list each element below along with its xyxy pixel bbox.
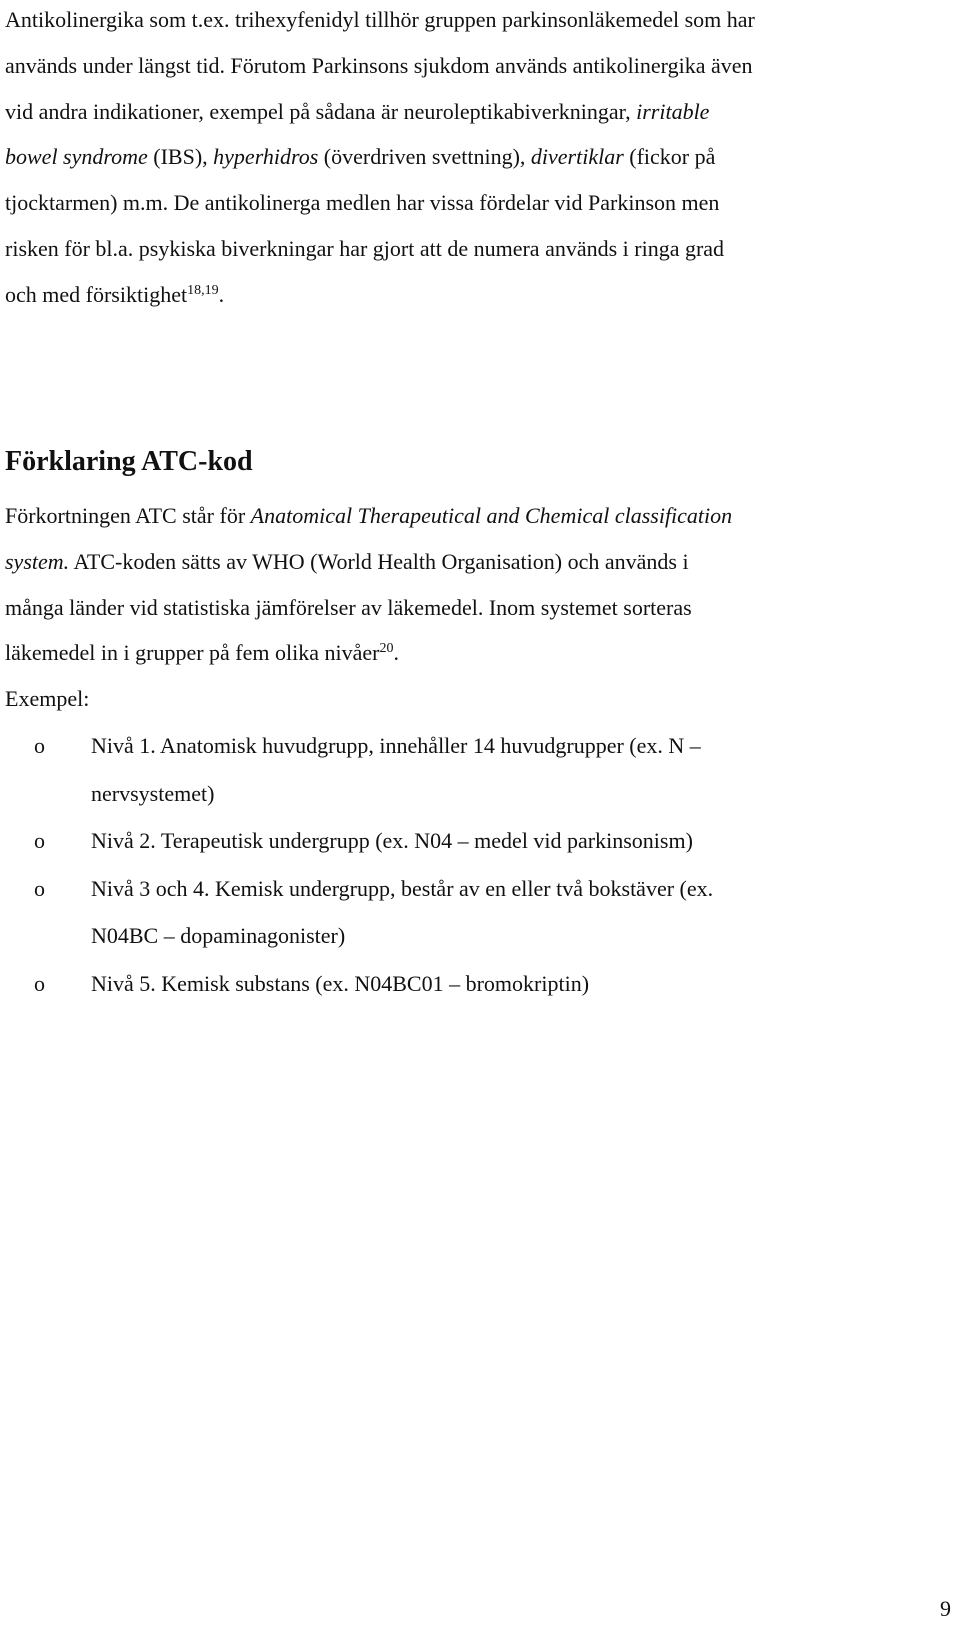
text-span: Förkortningen ATC står för xyxy=(5,503,251,528)
section-heading: Förklaring ATC-kod xyxy=(5,446,253,477)
paragraph-atc xyxy=(5,493,955,722)
page-number: 9 xyxy=(940,1596,951,1621)
bullet-marker: o xyxy=(34,828,45,853)
text-span: (överdriven svettning), xyxy=(318,144,531,170)
text-line: Antikolinergika som t.ex. trihexyfenidyl tillhör gruppen parkinsonläkemedel som har xyxy=(5,7,755,32)
text-line xyxy=(5,89,955,135)
text-span: läkemedel in i grupper på fem olika nivåer xyxy=(5,640,380,666)
text-line: många länder vid statistiska jämförelser av läkemedel. Inom systemet sorteras xyxy=(5,594,692,620)
text-line xyxy=(5,272,955,318)
text-line: används under längst tid. Förutom Parkinsons sjukdom används antikolinergika även xyxy=(5,52,753,78)
italic-term: bowel syndrome xyxy=(5,144,148,170)
list-item xyxy=(0,865,960,960)
reference-superscript: 18,19 xyxy=(187,282,219,298)
bullet-marker: o xyxy=(34,733,45,758)
italic-term: system. xyxy=(5,548,70,574)
text-span: vid andra indikationer, exempel på sådana är neuroleptikabiverkningar, xyxy=(5,98,637,124)
reference-superscript: 20 xyxy=(379,641,394,657)
italic-term: irritable xyxy=(636,98,710,124)
text-span: (IBS), xyxy=(147,144,214,170)
atc-level-list xyxy=(0,722,960,1007)
text-line: Exempel: xyxy=(5,686,90,712)
bullet-marker: o xyxy=(34,875,45,901)
text-line: N04BC – dopaminagonister) xyxy=(91,923,346,948)
text-line: tjocktarmen) m.m. De antikolinerga medlen har vissa fördelar vid Parkinson men xyxy=(5,190,720,216)
text-line: Nivå 1. Anatomisk huvudgrupp, innehåller 14 huvudgrupper (ex. N – xyxy=(91,733,701,758)
paragraph-antikolinergika xyxy=(5,0,955,318)
text-span: (fickor på xyxy=(623,144,716,170)
text-line xyxy=(5,493,955,539)
text-line: nervsystemet) xyxy=(91,780,215,806)
list-item-text xyxy=(91,817,960,865)
list-item-text xyxy=(91,722,960,817)
text-span: . xyxy=(218,281,225,307)
list-item-text xyxy=(91,960,960,1008)
list-item xyxy=(0,722,960,817)
list-item-text xyxy=(91,865,960,960)
text-line: Nivå 3 och 4. Kemisk undergrupp, består av en eller två bokstäver (ex. xyxy=(91,875,714,901)
text-line: Nivå 5. Kemisk substans (ex. N04BC01 – bromokriptin) xyxy=(91,970,590,996)
text-span: ATC-koden sätts av WHO (World Health Organisation) och används i xyxy=(69,548,689,574)
italic-term: Anatomical Therapeutical and Chemical classification xyxy=(250,503,733,528)
list-item xyxy=(0,960,960,1008)
text-line xyxy=(5,539,955,585)
italic-term: hyperhidros xyxy=(213,144,319,170)
italic-term: divertiklar xyxy=(530,144,624,170)
text-line xyxy=(5,630,955,676)
text-span: och med försiktighet xyxy=(5,281,188,307)
text-line: Nivå 2. Terapeutisk undergrupp (ex. N04 – medel vid parkinsonism) xyxy=(91,828,693,853)
text-span: . xyxy=(393,640,399,666)
list-item xyxy=(0,817,960,865)
text-line: risken för bl.a. psykiska biverkningar har gjort att de numera används i ringa grad xyxy=(5,235,725,261)
text-line xyxy=(5,134,955,180)
bullet-marker: o xyxy=(34,970,45,996)
